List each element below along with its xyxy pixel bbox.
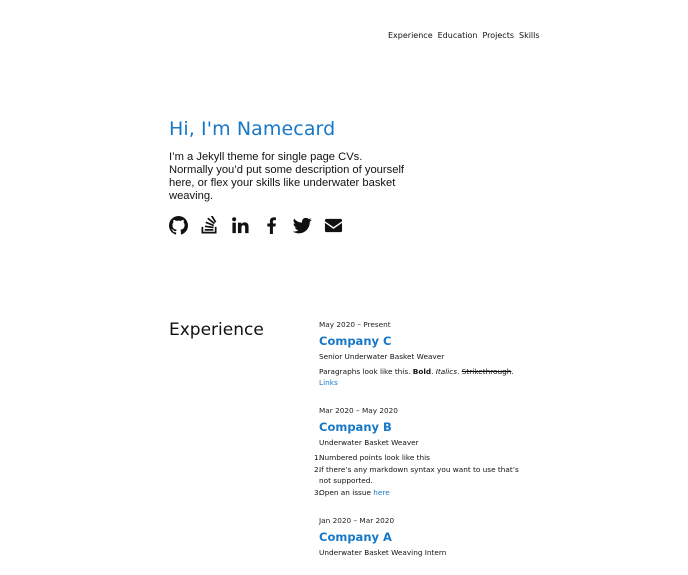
job-role: Underwater Basket Weaving Intern [319,548,447,557]
github-icon [169,216,188,235]
strikethrough-text: Strikethrough [461,367,512,376]
experience-list [314,320,524,575]
intro-description: I’m a Jekyll theme for single page CVs. Normally you’d put some description of yourself here, or flex your skills like underwater basket weaving. [169,151,405,202]
job-description [319,366,524,388]
linkedin-link[interactable] [231,216,250,235]
nav-projects[interactable]: Projects [482,31,514,40]
job-company[interactable]: Company B [319,420,392,434]
job-role: Senior Underwater Basket Weaver [319,352,445,361]
job-entry [314,406,524,498]
list-number: 3. [314,487,321,497]
list-item [314,452,524,464]
list-text: If there’s any markdown syntax you want to use that’s not supported. [319,464,519,485]
facebook-link[interactable] [262,216,281,235]
nav-experience[interactable]: Experience [388,31,433,40]
job-dates: Mar 2020 – May 2020 [319,406,398,415]
twitter-link[interactable] [293,216,312,235]
stackoverflow-icon [200,216,219,235]
job-dates: Jan 2020 – Mar 2020 [319,516,395,525]
text: . [457,367,462,376]
bold-text: Bold [412,367,432,376]
email-link[interactable] [324,216,343,235]
top-nav [388,31,540,40]
list-text: Numbered points look like this [319,453,430,462]
here-link[interactable]: here [373,487,390,497]
numbered-list [314,452,524,498]
page-title: Hi, I'm Namecard [169,118,336,140]
stackoverflow-link[interactable] [200,216,219,235]
social-links [169,216,409,235]
job-company[interactable]: Company C [319,334,392,348]
job-entry [319,320,524,388]
text: Paragraphs look like this. [319,367,413,376]
job-role: Underwater Basket Weaver [319,438,419,447]
twitter-icon [293,216,312,235]
list-item [314,487,524,499]
hero-section [169,118,409,235]
email-icon [324,216,343,235]
text: . [431,367,436,376]
nav-skills[interactable]: Skills [519,31,540,40]
text: . [511,367,514,376]
list-item [314,464,524,487]
list-text: Open an issue [319,487,374,497]
github-link[interactable] [169,216,188,235]
list-number: 1. [314,453,321,462]
list-number: 2. [314,464,321,474]
facebook-icon [262,216,281,235]
linkedin-icon [231,216,250,235]
links-link[interactable]: Links [319,378,338,387]
nav-education[interactable]: Education [437,31,478,40]
italic-text: Italics [435,367,458,376]
job-company[interactable]: Company A [319,530,392,544]
job-entry [319,516,524,557]
experience-heading: Experience [169,320,264,340]
job-dates: May 2020 – Present [319,320,391,329]
